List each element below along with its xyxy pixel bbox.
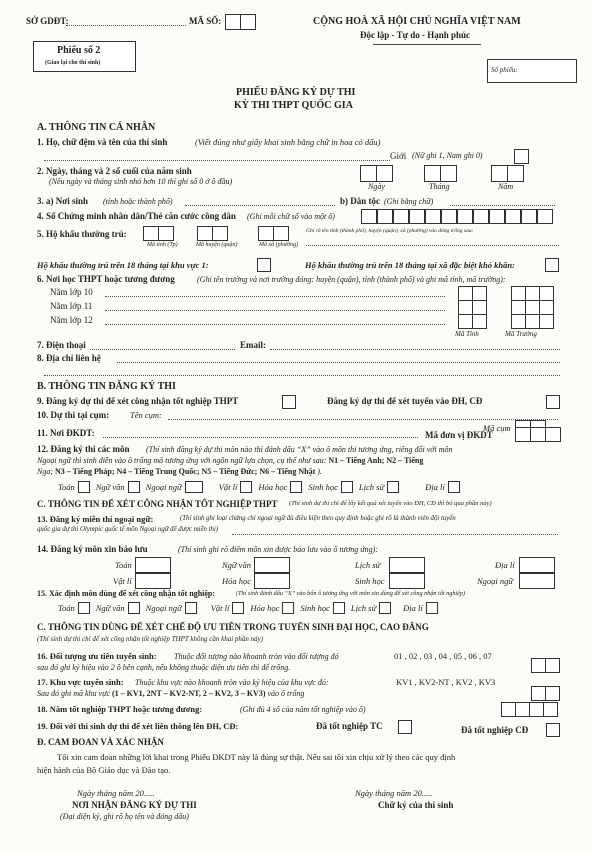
q19-label: 19. Đối với thí sinh dự thi để xét liên thông lên ĐH, CĐ: xyxy=(37,721,239,731)
noi-sinh-field[interactable] xyxy=(185,205,335,206)
ma-so-cell-1[interactable] xyxy=(225,14,241,30)
phone-field[interactable] xyxy=(90,349,235,350)
q15-cb-su[interactable] xyxy=(379,602,391,614)
cmnd-cell[interactable] xyxy=(473,209,489,224)
xa-dbkk-label: Hộ khẩu thường trú trên 18 tháng tại xã đặc biệt khó khăn: xyxy=(305,260,515,270)
q8-label: 8. Địa chỉ liên hệ xyxy=(37,353,101,363)
ma-truong-school-cell[interactable] xyxy=(511,300,526,315)
tn-cd-label: Đã tốt nghiệp CĐ xyxy=(461,725,529,735)
ma-xa-cell-1[interactable] xyxy=(258,226,274,241)
section-d-note: (Thí sinh dự thi chỉ để xét công nhận tốt nghiệp THPT không cần khai phần này) xyxy=(37,635,264,643)
q15-subj-toan: Toán xyxy=(58,603,75,613)
q15-subj-sinh: Sinh học xyxy=(300,603,330,613)
q3a-note: (tỉnh hoặc thành phố) xyxy=(103,197,173,206)
so-gddt-field[interactable] xyxy=(66,25,186,26)
q15-cb-li[interactable] xyxy=(232,602,244,614)
cmnd-cell[interactable] xyxy=(521,209,537,224)
q17-codes2: (1 – KV1, 2NT – KV2-NT, 2 – KV2, 3 – KV3) xyxy=(112,689,266,698)
q14-nn: Ngoại ngữ xyxy=(477,576,514,586)
q14-sinh-cell[interactable] xyxy=(389,573,425,589)
cmnd-cell[interactable] xyxy=(537,209,553,224)
gioi-label: Giới xyxy=(390,151,407,161)
ma-dv-cell-1[interactable] xyxy=(515,427,531,442)
ma-truong-school-cell[interactable] xyxy=(525,300,540,315)
motto-underline xyxy=(373,44,481,45)
q15-cb-dia[interactable] xyxy=(426,602,438,614)
form-title-2: KỲ THI THPT QUỐC GIA xyxy=(234,100,353,111)
q12-n5: N5 – Tiếng Đức; xyxy=(201,467,258,476)
date-right: Ngày tháng năm 20..... xyxy=(355,788,433,798)
q18-cell-3[interactable] xyxy=(529,702,544,717)
ten-cum-field[interactable] xyxy=(168,419,558,420)
q12-note-3 xyxy=(37,468,322,476)
q13-field[interactable] xyxy=(232,534,558,535)
email-field[interactable] xyxy=(270,349,560,350)
q17-cell-1[interactable] xyxy=(531,686,546,701)
signer-title: Chữ ký của thí sinh xyxy=(378,800,454,810)
q17-label: 17. Khu vực tuyển sinh: xyxy=(37,677,124,687)
tn-tc-label: Đã tốt nghiệp TC xyxy=(316,721,383,731)
nam-lop-11-label: Năm lớp 11 xyxy=(50,301,93,311)
ngay-label: Ngày xyxy=(368,182,385,191)
q17-note-1: Thuộc khu vực nào khoanh tròn vào ký hiệu của khu vực đó: xyxy=(135,678,329,687)
year-cell-1[interactable] xyxy=(491,165,508,182)
q17-note-2 xyxy=(37,690,304,698)
ma-truong-school-cell[interactable] xyxy=(539,300,554,315)
ma-so-cell-2[interactable] xyxy=(240,14,256,30)
ma-tinh-tp-label: Mã tỉnh (Tp) xyxy=(147,242,178,248)
cmnd-cell[interactable] xyxy=(505,209,521,224)
ma-tinh-school-cell[interactable] xyxy=(472,314,487,329)
q12-cb-toan[interactable] xyxy=(78,481,90,493)
q18-cell-2[interactable] xyxy=(515,702,530,717)
q11-label: 11. Nơi ĐKDT: xyxy=(37,428,95,438)
q2-note: (Nếu ngày và tháng sinh nhỏ hơn 10 thì ghi số 0 ở ô đầu) xyxy=(49,177,233,186)
q16-cell-2[interactable] xyxy=(545,658,560,673)
section-d-heading: C. THÔNG TIN DÙNG ĐỂ XÉT CHẾ ĐỘ ƯU TIÊN TRONG TUYỂN SINH ĐẠI HỌC, CAO ĐẲNG xyxy=(37,622,429,632)
section-b-heading: B. THÔNG TIN ĐĂNG KÝ THI xyxy=(37,381,176,392)
q14-van: Ngữ văn xyxy=(222,560,251,570)
q12-n2: N2 – Tiếng xyxy=(386,456,424,465)
q12-subject-row xyxy=(58,481,466,493)
q14-van-cell[interactable] xyxy=(254,557,290,573)
ma-truong-school-cell[interactable] xyxy=(511,314,526,329)
q17-note-3: vào ô trống xyxy=(267,689,305,698)
q18-cell-1[interactable] xyxy=(501,702,516,717)
q14-hoa-cell[interactable] xyxy=(254,573,290,589)
ma-truong-school-cell[interactable] xyxy=(511,286,526,301)
q15-subj-dia: Địa lí xyxy=(403,603,423,613)
q16-note-2: sau đó ghi ký hiệu vào 2 ô bên cạnh, nếu không thuộc diện ưu tiên thì để trống. xyxy=(37,663,291,672)
cmnd-cell[interactable] xyxy=(489,209,505,224)
q9-label: 9. Đăng ký dự thi để xét công nhận tốt nghiệp THPT xyxy=(37,396,239,406)
q15-cb-hoa[interactable] xyxy=(282,602,294,614)
q1-label: 1. Họ, chữ đệm và tên của thí sinh xyxy=(37,137,168,147)
nam-lop-12-label: Năm lớp 12 xyxy=(50,315,93,325)
q12-subj-dia: Địa lí xyxy=(425,482,445,492)
q12-n6: N6 – Tiếng Nhật xyxy=(259,467,316,476)
q12-note-1: (Thí sinh đăng ký dự thi môn nào thì đánh dấu “X” vào ô môn thi tương ứng, riêng đối với môn xyxy=(146,445,453,454)
q12-cb-li[interactable] xyxy=(240,481,252,493)
q7-label: 7. Điện thoại xyxy=(37,340,86,350)
q13-note-1: (Thí sinh ghi loại chứng chỉ ngoại ngữ đủ điều kiện theo quy định hoặc ghi rõ là thành viên đội tuyển xyxy=(180,515,456,522)
q16-label: 16. Đối tượng ưu tiên tuyển sinh: xyxy=(37,651,157,661)
ma-dv-cell-2[interactable] xyxy=(530,427,546,442)
ma-tinh-school-cell[interactable] xyxy=(472,286,487,301)
q14-nn-cell[interactable] xyxy=(519,573,555,589)
cmnd-cell[interactable] xyxy=(425,209,441,224)
cmnd-cell[interactable] xyxy=(457,209,473,224)
q12-cb-su[interactable] xyxy=(387,481,399,493)
q14-sinh: Sinh học xyxy=(355,576,385,586)
q12-cb-dia[interactable] xyxy=(448,481,460,493)
address-field-1[interactable] xyxy=(117,362,560,363)
ma-xa-label: Mã xã (phường) xyxy=(259,242,299,248)
q12-end: ). xyxy=(317,467,322,476)
q15-cb-van[interactable] xyxy=(128,602,140,614)
phieu-so-note: (Giao lại cho thí sinh) xyxy=(45,60,101,66)
ma-tinh-label: Mã Tỉnh xyxy=(455,330,479,338)
q12-subj-nn: Ngoại ngữ xyxy=(145,482,182,492)
xa-dbkk-cell[interactable] xyxy=(545,258,559,272)
q15-subject-row xyxy=(58,602,444,614)
ho-khau-field[interactable] xyxy=(306,245,559,246)
ma-huyen-cell-1[interactable] xyxy=(197,226,213,241)
tn-tc-checkbox[interactable] xyxy=(398,720,412,734)
q15-subj-su: Lịch sử xyxy=(350,603,377,613)
cmnd-cell[interactable] xyxy=(409,209,425,224)
ma-tinh-school-cell[interactable] xyxy=(458,286,473,301)
q2-label: 2. Ngày, tháng và 2 số cuối của năm sinh xyxy=(37,166,192,176)
ma-tinh-school-cell[interactable] xyxy=(458,314,473,329)
cmnd-cell[interactable] xyxy=(441,209,457,224)
q15-cb-sinh[interactable] xyxy=(333,602,345,614)
q12-subj-van: Ngữ văn xyxy=(95,482,125,492)
q13-label: 13. Đăng ký miễn thi ngoại ngữ: xyxy=(37,514,154,524)
q14-label: 14. Đăng ký môn xin bảo lưu xyxy=(37,544,148,554)
ma-don-vi-label: Mã đơn vị ĐKDT xyxy=(425,430,493,440)
ma-tinh-school-cell[interactable] xyxy=(472,300,487,315)
receiver-note: (Đại diện ký, ghi rõ họ tên và đóng dấu) xyxy=(60,812,189,821)
thang-label: Tháng xyxy=(429,182,450,191)
q6-label: 6. Nơi học THPT hoặc tương đương xyxy=(37,274,175,284)
q17-note-2-text: Sau đó ghi mã khu vực xyxy=(37,689,111,698)
q10-ten-cum: Tên cụm: xyxy=(130,410,162,420)
ma-truong-school-cell[interactable] xyxy=(539,314,554,329)
q15-subj-van: Ngữ văn xyxy=(95,603,125,613)
month-cell-2[interactable] xyxy=(440,165,457,182)
q18-label: 18. Năm tốt nghiệp THPT hoặc tương đương: xyxy=(37,704,203,714)
commit-text-1: Tôi xin cam đoan những lời khai trong Phiếu ĐKDT này là đúng sự thật. Nếu sai tôi xin chịu xử lý theo các quy định xyxy=(57,752,456,762)
nam-lop-12-field[interactable] xyxy=(105,324,445,325)
q3b-label: b) Dân tộc xyxy=(340,196,380,206)
month-cell-1[interactable] xyxy=(424,165,441,182)
ma-truong-school-cell[interactable] xyxy=(539,286,554,301)
dan-toc-field[interactable] xyxy=(450,205,555,206)
form-title-1: PHIẾU ĐĂNG KÝ DỰ THI xyxy=(236,87,356,98)
q5-note: Ghi rõ tên tỉnh (thành phố), huyện (quận), xã (phường) vào dòng trống sau: xyxy=(306,228,474,234)
commit-text-2: hiện hành của Bộ Giáo dục và Đào tạo. xyxy=(37,765,171,775)
q17-codes: KV1 , KV2-NT , KV2 , KV3 xyxy=(396,677,496,687)
ma-truong-school-cell[interactable] xyxy=(525,286,540,301)
q12-cb-nn[interactable] xyxy=(185,481,203,493)
cmnd-cell[interactable] xyxy=(377,209,393,224)
q12-cb-van[interactable] xyxy=(128,481,140,493)
tn-cd-checkbox[interactable] xyxy=(546,723,560,737)
q15-subj-nn: Ngoại ngữ xyxy=(145,603,182,613)
q13-note-2: quốc gia dự thi Olympic quốc tế môn Ngoại ngữ để được miễn thi) xyxy=(37,526,219,533)
q15-note: (Thí sinh đánh dấu “X” vào bốn ô tương ứng với môn xin dùng để xét công nhận tốt nghiệp) xyxy=(236,590,466,597)
q14-note: (Thí sinh ghi rõ điểm môn xin được bảo lưu vào ô tương ứng): xyxy=(178,545,378,554)
year-cell-2[interactable] xyxy=(507,165,524,182)
date-left: Ngày tháng năm 20..... xyxy=(77,788,155,798)
q9-dh-checkbox[interactable] xyxy=(546,395,560,409)
q6-note: (Ghi tên trường và nơi trường đóng: huyện (quận), tỉnh (thành phố) và ghi mã tỉnh, mã trường): xyxy=(197,275,506,284)
q14-dia-cell[interactable] xyxy=(519,557,555,573)
phieu-so-title: Phiếu số 2 xyxy=(57,45,101,56)
q18-note: (Ghi đủ 4 số của năm tốt nghiệp vào ô) xyxy=(240,705,366,714)
address-field-2[interactable] xyxy=(44,375,560,376)
kv1-label: Hộ khẩu thường trú trên 18 tháng tại khu vực 1: xyxy=(37,260,209,270)
q12-note-2-text: Ngoại ngữ thì sinh điền vào ô trống mã tương ứng với ngôn ngữ lựa chọn, cụ thể như sau: xyxy=(37,456,327,465)
day-cell-1[interactable] xyxy=(360,165,377,182)
q9-tn-checkbox[interactable] xyxy=(282,395,296,409)
q12-subj-sinh: Sinh học xyxy=(308,482,338,492)
ma-truong-label: Mã Trường xyxy=(505,330,537,338)
q5-label: 5. Hộ khẩu thường trú: xyxy=(37,229,127,239)
q14-toan-cell[interactable] xyxy=(135,557,171,573)
q14-li: Vật lí xyxy=(113,576,132,586)
q12-subj-hoa: Hóa học xyxy=(258,482,288,492)
q12-cb-sinh[interactable] xyxy=(341,481,353,493)
noi-dkdt-field[interactable] xyxy=(103,437,418,438)
q16-note-1: Thuộc đối tượng nào khoanh tròn vào đối tượng đó xyxy=(174,652,339,661)
cmnd-cell[interactable] xyxy=(393,209,409,224)
q14-dia: Địa lí xyxy=(495,560,515,570)
ma-tinh-cell-1[interactable] xyxy=(143,226,159,241)
ma-xa-cell-2[interactable] xyxy=(273,226,289,241)
gioi-note: (Nữ ghi 1, Nam ghi 0) xyxy=(412,151,483,160)
ma-truong-school-cell[interactable] xyxy=(525,314,540,329)
q12-cb-hoa[interactable] xyxy=(290,481,302,493)
q14-li-cell[interactable] xyxy=(135,573,171,589)
q1-note: (Viết đúng như giấy khai sinh bằng chữ in hoa có dấu) xyxy=(195,137,381,147)
q3b-note: (Ghi bằng chữ) xyxy=(384,197,434,206)
nam-lop-10-label: Năm lớp 10 xyxy=(50,287,93,297)
ma-so-label: MÃ SỐ: xyxy=(189,16,222,26)
q12-subj-toan: Toán xyxy=(58,482,75,492)
q12-n3: N3 – Tiếng Pháp; xyxy=(55,467,115,476)
ma-cum-label: Mã cụm xyxy=(483,423,511,433)
ma-huyen-cell-2[interactable] xyxy=(212,226,228,241)
section-a-heading: A. THÔNG TIN CÁ NHÂN xyxy=(37,122,156,133)
ma-tinh-cell-2[interactable] xyxy=(158,226,174,241)
q14-hoa: Hóa học xyxy=(222,576,252,586)
q12-subj-li: Vật lí xyxy=(218,482,238,492)
ma-tinh-school-cell[interactable] xyxy=(458,300,473,315)
cmnd-cell[interactable] xyxy=(361,209,377,224)
section-c-heading: C. THÔNG TIN ĐỂ XÉT CÔNG NHẬN TỐT NGHIỆP THPT xyxy=(37,499,278,509)
q14-toan: Toán xyxy=(115,560,132,570)
q12-subj-su: Lịch sử xyxy=(358,482,385,492)
q4-label: 4. Số Chứng minh nhân dân/Thẻ căn cước công dân xyxy=(37,211,236,221)
receiver-title: NƠI NHẬN ĐĂNG KÝ DỰ THI xyxy=(72,800,197,810)
q17-cell-2[interactable] xyxy=(545,686,560,701)
gioi-cell[interactable] xyxy=(514,149,529,164)
ma-huyen-label: Mã huyện (quận) xyxy=(196,242,238,248)
day-cell-2[interactable] xyxy=(376,165,393,182)
q1-name-field[interactable] xyxy=(44,160,390,161)
q14-su-cell[interactable] xyxy=(389,557,425,573)
q4-note: (Ghi mỗi chữ số vào một ô) xyxy=(247,212,335,221)
ma-dv-cell-3[interactable] xyxy=(545,427,561,442)
q15-subj-hoa: Hóa học xyxy=(250,603,280,613)
q9b-label: Đăng ký dự thi để xét tuyển vào ĐH, CĐ xyxy=(327,396,483,406)
q16-cell-1[interactable] xyxy=(531,658,546,673)
email-label: Email: xyxy=(240,340,266,350)
q12-label: 12. Đăng ký thi các môn xyxy=(37,444,130,454)
q3a-label: 3. a) Nơi sinh xyxy=(37,196,88,206)
kv1-cell[interactable] xyxy=(257,258,271,272)
q14-su: Lịch sử xyxy=(355,560,381,570)
q15-cb-toan[interactable] xyxy=(78,602,90,614)
motto: Độc lập - Tự do - Hạnh phúc xyxy=(360,30,471,40)
section-c-note: (Thí sinh dự thi chỉ để lấy kết quả xét tuyển vào ĐH, CĐ thì bỏ qua phần này) xyxy=(289,500,492,507)
so-gddt-label: SỞ GDĐT: xyxy=(26,16,69,26)
nam-label: Năm xyxy=(498,182,514,191)
q16-codes: 01 , 02 , 03 , 04 , 05 , 06 , 07 xyxy=(394,651,492,661)
section-e-heading: Đ. CAM ĐOAN VÀ XÁC NHẬN xyxy=(37,737,164,747)
q15-subj-li: Vật lí xyxy=(210,603,230,613)
q10-label: 10. Dự thi tại cụm: xyxy=(37,410,110,420)
so-phieu-label: Số phiếu: xyxy=(491,66,518,74)
q18-cell-4[interactable] xyxy=(543,702,558,717)
q12-n4: N4 – Tiếng Trung Quốc; xyxy=(116,467,200,476)
q12-n1: N1 – Tiếng Anh; xyxy=(328,456,385,465)
q15-label: 15. Xác định môn dùng để xét công nhận tốt nghiệp: xyxy=(37,589,216,598)
q15-cb-nn[interactable] xyxy=(185,602,197,614)
q12-nga: Nga; xyxy=(37,467,53,476)
nam-lop-11-field[interactable] xyxy=(105,310,445,311)
nam-lop-10-field[interactable] xyxy=(105,296,445,297)
q12-note-2 xyxy=(37,457,423,465)
republic-title: CỘNG HOÀ XÃ HỘI CHỦ NGHĨA VIỆT NAM xyxy=(313,16,521,27)
